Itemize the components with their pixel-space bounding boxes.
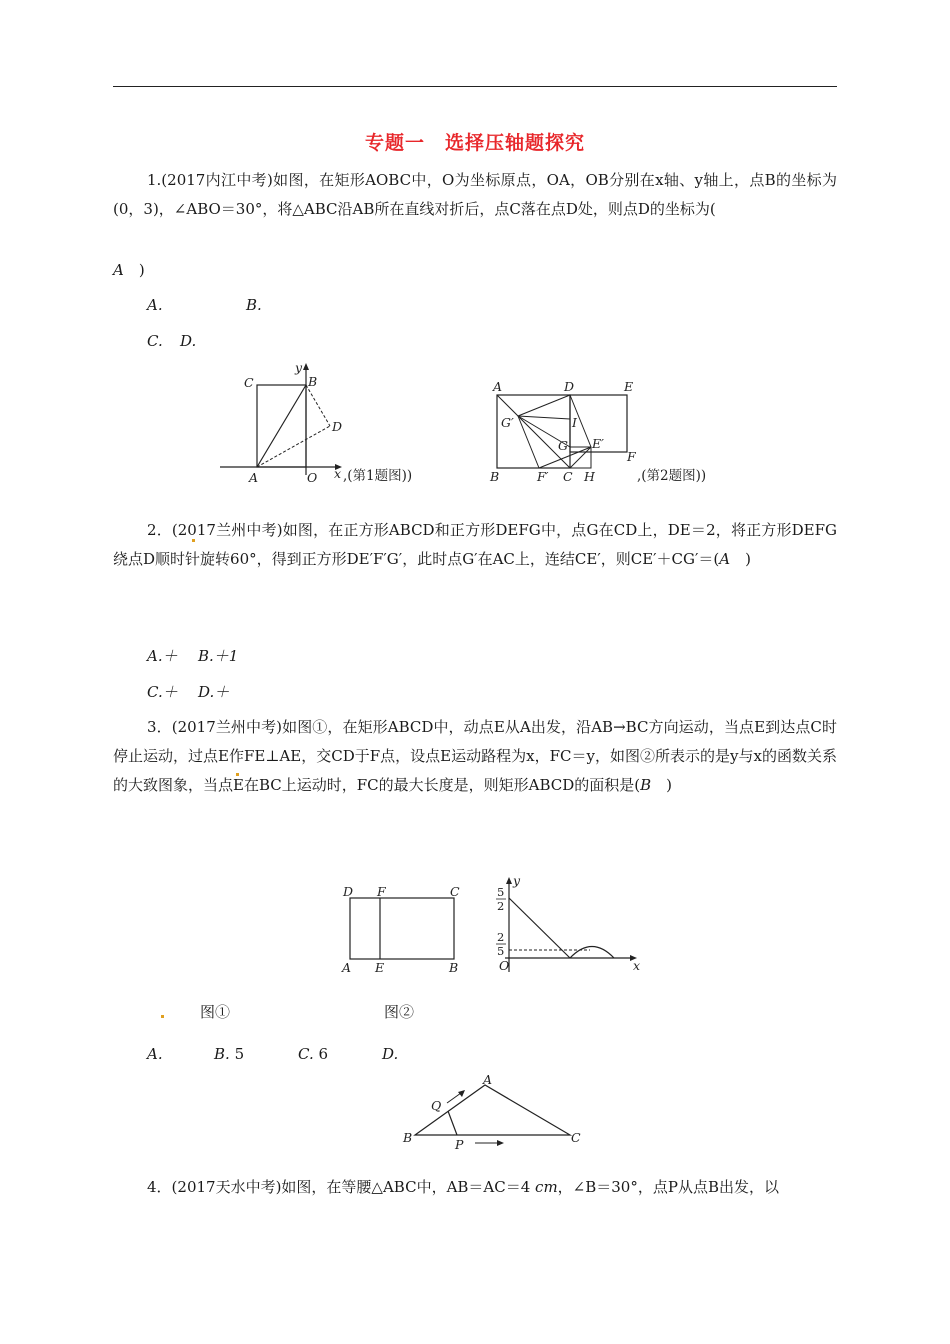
q3-fig2-label-two: 2 xyxy=(497,899,505,913)
q2-label-c: C xyxy=(563,469,573,484)
q2-label-f1: F′ xyxy=(537,469,549,484)
q1-option-c: C. xyxy=(147,332,163,350)
q3-caption-1: 图① xyxy=(200,1003,231,1021)
q1-label-a: A xyxy=(249,470,259,485)
q4-text: 4．(2017天水中考)如图，在等腰△ABC中，AB＝AC＝4 cm，∠B＝30°，点P从点B出发，以 xyxy=(147,1178,779,1196)
q1-label-y: y xyxy=(295,360,303,375)
q3-option-d: D. xyxy=(382,1045,399,1063)
q1-option-d: D. xyxy=(180,332,197,350)
q4-label-p: P xyxy=(455,1137,464,1152)
q1-option-a: A. xyxy=(147,296,163,314)
q2-option-d: D.＋ xyxy=(198,683,230,701)
q4-label-c: C xyxy=(571,1130,581,1145)
q3-fig1-label-d: D xyxy=(343,884,354,899)
q2-label-i: I xyxy=(572,415,577,430)
q3-fig1-label-e: E xyxy=(375,960,385,975)
q3-figure-2 xyxy=(490,872,645,977)
q3-fig2-label-five-b: 5 xyxy=(497,944,505,958)
q3-mark xyxy=(236,773,239,776)
q2-label-e: E xyxy=(624,379,634,394)
q4-label-b: B xyxy=(403,1130,413,1145)
q2-text: 2．(2017兰州中考)如图，在正方形ABCD和正方形DEFG中，点G在CD上，DE＝2，将正方形DEFG绕点D顺时针旋转60°，得到正方形DE′F′G′，此时点G′在AC上，连结CE′，则CE′＋CG′＝(A ) xyxy=(113,521,837,568)
q3-figure-1 xyxy=(340,882,470,977)
q2-option-a: A.＋ xyxy=(147,647,178,665)
q3-fig2-label-two-b: 2 xyxy=(497,930,505,944)
q2-label-h: H xyxy=(584,469,595,484)
q2-label-g1: G′ xyxy=(501,415,514,430)
q2-label-f: F xyxy=(627,449,636,464)
q1-answer-line: A ) xyxy=(113,261,145,279)
q3-fig1-label-b: B xyxy=(449,960,459,975)
q1-figure-caption: ,(第1题图)) xyxy=(343,468,413,484)
q2-label-g: G xyxy=(558,438,568,453)
q3-mark-2 xyxy=(161,1015,164,1018)
q2-option-c: C.＋ xyxy=(147,683,178,701)
q3-fig1-label-a: A xyxy=(342,960,352,975)
q3-fig2-label-five: 5 xyxy=(497,885,505,899)
q2-label-b: B xyxy=(490,469,500,484)
q2-option-b: B.＋1 xyxy=(198,647,239,665)
q3-option-a: A. xyxy=(147,1045,163,1063)
page-title: 专题一 选择压轴题探究 xyxy=(364,132,585,154)
q2-figure xyxy=(485,375,755,490)
q3-fig2-label-x: x xyxy=(633,958,641,973)
q4-label-q: Q xyxy=(431,1098,442,1113)
q1-label-c: C xyxy=(244,375,254,390)
q4-figure xyxy=(395,1072,595,1152)
q2-label-e1: E′ xyxy=(592,436,604,451)
q2-mark xyxy=(192,539,195,542)
q3-option-b: B. 5 xyxy=(214,1045,245,1063)
q1-option-b: B. xyxy=(246,296,262,314)
q3-fig1-label-c: C xyxy=(450,884,460,899)
q1-label-b: B xyxy=(308,374,318,389)
q3-fig1-label-f: F xyxy=(377,884,386,899)
q3-fig2-label-y: y xyxy=(513,873,521,888)
header-rule xyxy=(113,86,837,87)
q1-label-o: O xyxy=(307,470,318,485)
q3-text: 3．(2017兰州中考)如图①，在矩形ABCD中，动点E从A出发，沿AB→BC方向运动，当点E到达点C时停止运动，过点E作FE⊥AE，交CD于F点，设点E运动路程为x，FC＝y，如图②所表示的是y与x的函数关系的大致图象，当点E在BC上运动时，FC的最大长度是，则矩形ABCD的面积是(B ) xyxy=(113,718,837,794)
q1-label-d: D xyxy=(332,419,343,434)
q2-label-d: D xyxy=(564,379,575,394)
q1-figure xyxy=(215,360,455,490)
q1-text: 1.(2017内江中考)如图，在矩形AOBC中，O为坐标原点，OA，OB分别在x轴、y轴上，点B的坐标为(0，3)，∠ABO＝30°，将△ABC沿AB所在直线对折后，点C落在点D处，则点D的坐标为( xyxy=(113,171,837,218)
q3-option-c: C. 6 xyxy=(298,1045,329,1063)
q1-label-x: x xyxy=(334,466,342,481)
q4-label-a: A xyxy=(483,1072,493,1087)
q3-caption-2: 图② xyxy=(384,1003,415,1021)
q2-figure-caption: ,(第2题图)) xyxy=(637,468,707,484)
q3-fig2-label-o: O xyxy=(499,958,510,973)
q2-label-a: A xyxy=(493,379,503,394)
